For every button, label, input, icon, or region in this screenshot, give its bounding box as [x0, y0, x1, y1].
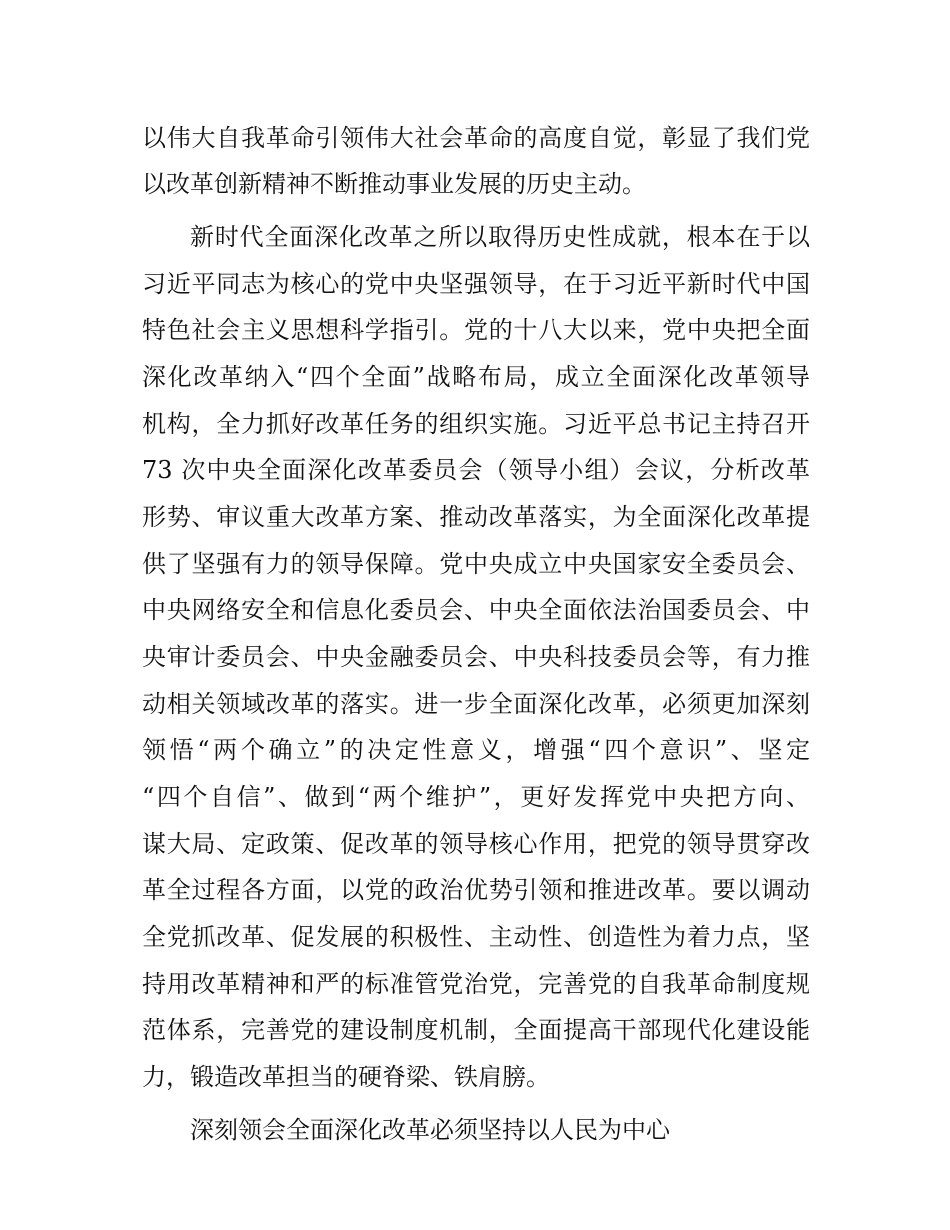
- paragraph-1-line-1: 以伟大自我革命引领伟大社会革命的高度自觉，彰显了我们党: [142, 124, 810, 152]
- paragraph-2-line-4: 深化改革纳入“四个全面”战略布局，成立全面深化改革领导: [142, 363, 810, 391]
- paragraph-2-line-16: 全党抓改革、促发展的积极性、主动性、创造性为着力点，坚: [142, 923, 810, 951]
- paragraph-2-line-12: 领悟“两个确立”的决定性意义，增强“四个意识”、坚定: [142, 736, 810, 764]
- paragraph-2-line-15: 革全过程各方面，以党的政治优势引领和推进改革。要以调动: [142, 876, 810, 904]
- paragraph-2-line-8: 供了坚强有力的领导保障。党中央成立中央国家安全委员会、: [142, 550, 810, 578]
- paragraph-2-line-18: 范体系，完善党的建设制度机制，全面提高干部现代化建设能: [142, 1016, 810, 1044]
- paragraph-2-line-9: 中央网络安全和信息化委员会、中央全面依法治国委员会、中: [142, 596, 810, 624]
- paragraph-2-line-11: 动相关领域改革的落实。进一步全面深化改革，必须更加深刻: [142, 690, 810, 718]
- paragraph-1-line-2: 以改革创新精神不断推动事业发展的历史主动。: [142, 170, 646, 198]
- paragraph-3-line-1: 深刻领会全面深化改革必须坚持以人民为中心: [190, 1116, 670, 1144]
- paragraph-2-line-5: 机构，全力抓好改革任务的组织实施。习近平总书记主持召开: [142, 410, 810, 438]
- paragraph-2-line-1: 新时代全面深化改革之所以取得历史性成就，根本在于以: [190, 223, 810, 251]
- paragraph-2-line-14: 谋大局、定政策、促改革的领导核心作用，把党的领导贯穿改: [142, 830, 810, 858]
- paragraph-2-line-7: 形势、审议重大改革方案、推动改革落实，为全面深化改革提: [142, 503, 810, 531]
- paragraph-2-line-13: “四个自信”、做到“两个维护”，更好发挥党中央把方向、: [142, 783, 810, 811]
- paragraph-2-line-19: 力，锻造改革担当的硬脊梁、铁肩膀。: [142, 1063, 550, 1091]
- paragraph-2-line-17: 持用改革精神和严的标准管党治党，完善党的自我革命制度规: [142, 970, 810, 998]
- paragraph-2-line-2: 习近平同志为核心的党中央坚强领导，在于习近平新时代中国: [142, 270, 810, 298]
- paragraph-2-line-3: 特色社会主义思想科学指引。党的十八大以来，党中央把全面: [142, 316, 810, 344]
- paragraph-2-line-6: 73 次中央全面深化改革委员会（领导小组）会议，分析改革: [142, 456, 810, 484]
- paragraph-2-line-10: 央审计委员会、中央金融委员会、中央科技委员会等，有力推: [142, 643, 810, 671]
